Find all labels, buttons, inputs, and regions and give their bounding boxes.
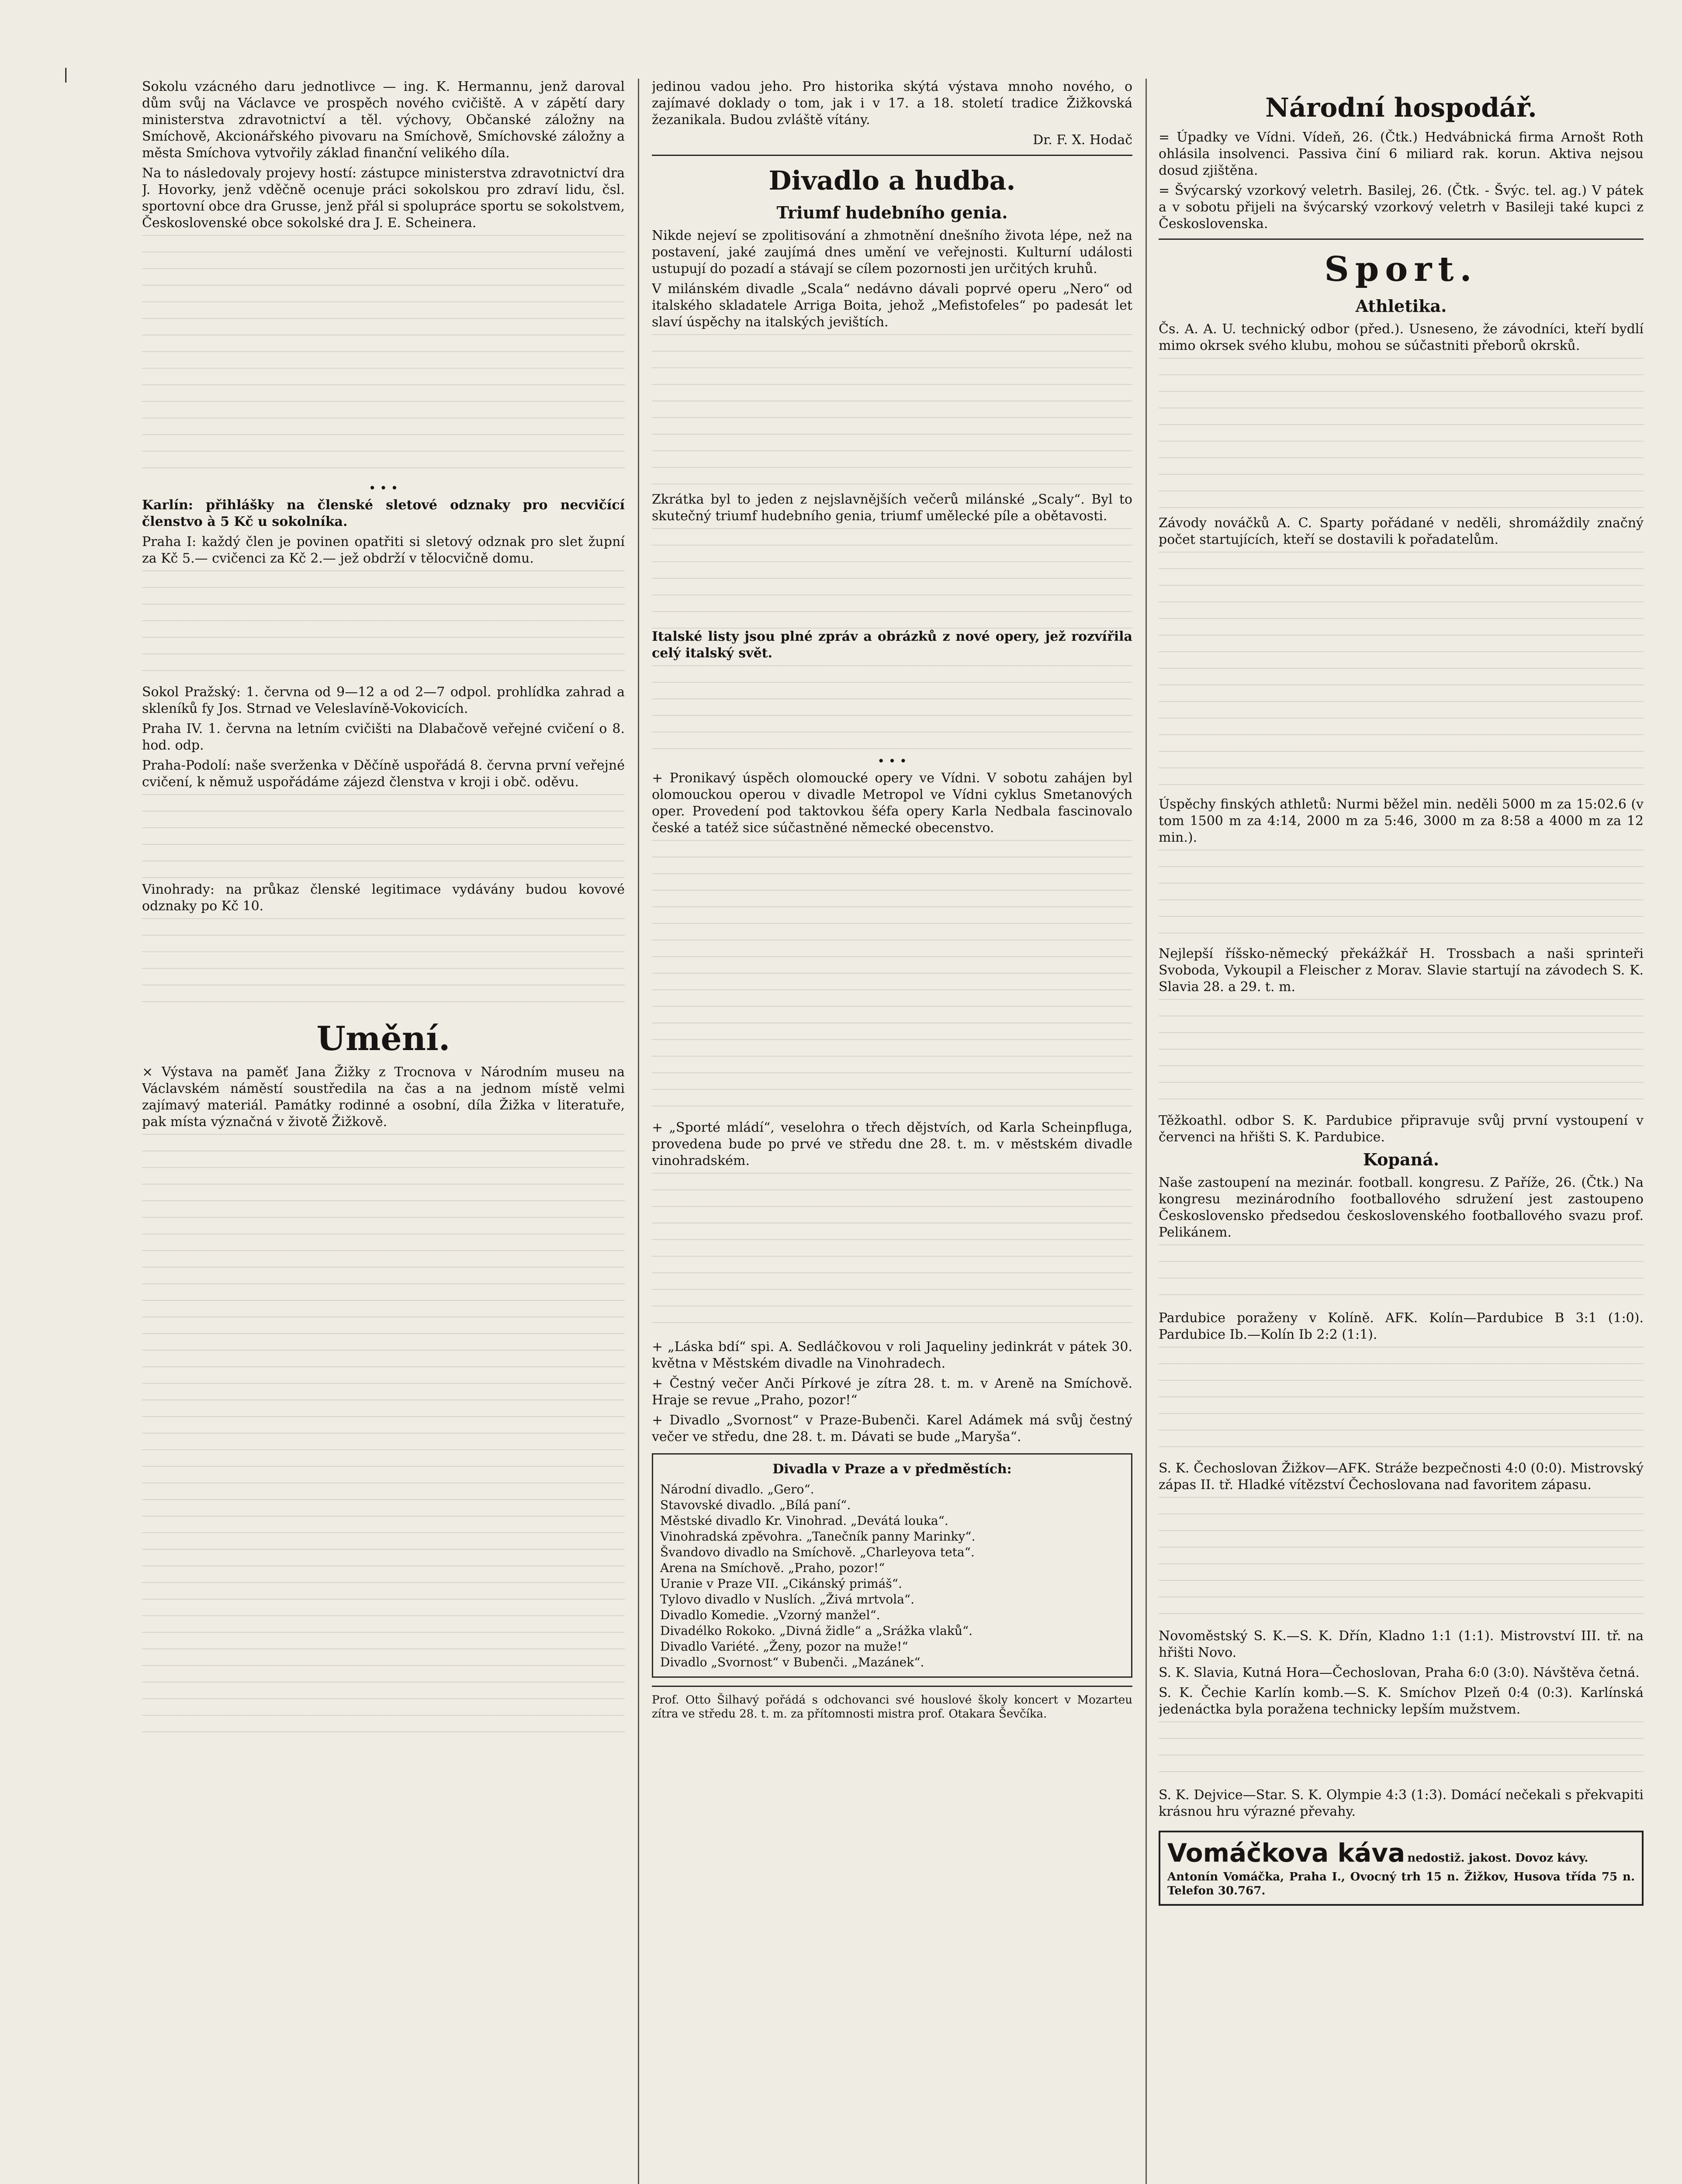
text-block <box>142 794 625 881</box>
program-item: Divadlo Variété. „Ženy, pozor na muže!“ <box>660 1639 908 1654</box>
news-item-kopana: S. K. Čechie Karlín komb.—S. K. Smíchov Plzeň 0:4 (0:3). Karlínská jedenáctka byla poražena technicky lepším mužstvem. <box>1159 1685 1644 1717</box>
section-heading-sport: Sport. <box>1324 249 1478 289</box>
concert-notice: Prof. Otto Šilhavý pořádá s odchovanci své houslové školy koncert v Mozarteu zítra ve středu 28. t. m. za přítomnosti mistra prof. Otakara Ševčíka. <box>652 1693 1132 1721</box>
notice-vinohrady: Vinohrady: na průkaz členské legitimace vydávány budou kovové odznaky po Kč 10. <box>142 882 625 914</box>
news-item-kopana: Pardubice poraženy v Kolíně. AFK. Kolín—Pardubice B 3:1 (1:0). Pardubice Ib.—Kolín Ib 2:2 (1:1). <box>1159 1310 1644 1342</box>
article-paragraph: Italské listy jsou plné zpráv a obrázků z nové opery, jež rozvířila celý italský svět. <box>652 629 1132 661</box>
article-heading: Triumf hudebního genia. <box>776 203 1008 222</box>
news-item-cestny-vecer: + Čestný večer Anči Pírkové je zítra 28. t. m. v Areně na Smíchově. Hraje se revue „Praho, pozor!“ <box>652 1376 1132 1408</box>
divider: • • • <box>877 754 907 768</box>
notice-praha4: Praha IV. 1. června na letním cvičišti na Dlabačově veřejné cvičení o 8. hod. odp. <box>142 721 625 753</box>
subheading-athletika: Athletika. <box>1355 296 1447 316</box>
notice-podoli: Praha-Podolí: naše sverženka v Děčíně uspořádá 8. června první veřejné cvičení, k němuž uspořádáme zájezd členstva v kroji i obč. oděvu. <box>142 758 625 790</box>
news-item-kopana: Novoměstský S. K.—S. K. Dřín, Kladno 1:1 (1:1). Mistrovství III. tř. na hřišti Novo. <box>1159 1628 1644 1660</box>
news-item-nejlepsi: Nejlepší říšsko-německý překážkář H. Trossbach a naši sprinteři Svoboda, Vykoupil a Fleischer z Morav. Slavie startují na závodech S. K. Slavia 28. a 29. t. m. <box>1159 946 1644 995</box>
rule <box>1159 238 1644 240</box>
column-rule <box>638 79 639 2184</box>
news-item-aau: Čs. A. A. U. technický odbor (před.). Usneseno, že závodníci, kteří bydlí mimo okrsek svého klubu, mohou se súčastniti přeborů okrsků. <box>1159 321 1644 353</box>
news-item-pronikavy: + Pronikavý úspěch olomoucké opery ve Vídni. V sobotu zahájen byl olomouckou operou v divadle Metropol ve Vídni cyklus Smetanových oper. Provedení pod taktovkou šéfa opery Karla Nedbala fascinovalo české a tatéž sice súčastněné německé obecenstvo. <box>652 771 1132 836</box>
notice-karlin: Karlín: přihlášky na členské sletové odznaky pro necvičící členstvo à 5 Kč u sokolníka. <box>142 498 625 529</box>
news-item-finsti: Úspěchy finských athletů: Nurmi běžel min. neděli 5000 m za 15:02.6 (v tom 1500 m za 4:14, 2000 m za 5:46, 3000 m za 8:58 a 4000 m za 12 min.). <box>1159 797 1644 845</box>
rule <box>652 1686 1132 1687</box>
article-paragraph: Sokolu vzácného daru jednotlivce — ing. K. Hermannu, jenž daroval dům svůj na Václavce ve prospěch nového cvičiště. A v zápětí dary ministerstva zdravotnictví a těl. výchovy, Občanské záložny na Smíchově, Akcionářského pivovaru na Smíchově, Smíchovské záložny a města Smíchova vytvořily základ finanční velikého díla. <box>142 79 625 161</box>
text-block <box>1159 552 1644 796</box>
column-3 <box>1159 79 1644 2184</box>
divider: • • • <box>368 481 398 495</box>
program-item: Tylovo divadlo v Nuslích. „Živá mrtvola“. <box>660 1592 915 1607</box>
text-block <box>652 528 1132 629</box>
text-block <box>1159 1244 1644 1310</box>
program-item: Divadélko Rokoko. „Divná židle“ a „Srážka vlaků“. <box>660 1624 973 1638</box>
article-paragraph: Na to následovaly projevy hostí: zástupce ministerstva zdravotnictví dra J. Hovorky, jenž vděčně ocenuje práci sokolskou pro zdraví lidu, čsl. sportovní obce dra Grusse, jenž přál si spolupráce sportu se sokolstvem, Československé obce sokolské dra J. E. Scheinera. <box>142 166 625 231</box>
notice-praha1: Praha I: každý člen je povinen opatřiti si sletový odznak pro slet župní za Kč 5.— cvičenci za Kč 2.— jež obdrží v tělocvičně domu. <box>142 534 625 566</box>
article-paragraph: Zkrátka byl to jeden z nejslavnějších večerů milánské „Scaly“. Byl to skutečný triumf hudebního genia, triumf umělecké píle a obětavosti. <box>652 492 1132 524</box>
notice-sokol-prazsky: Sokol Pražský: 1. června od 9—12 a od 2—7 odpol. prohlídka zahrad a skleníků fy Jos. Strnad ve Veleslavíně-Vokovicích. <box>142 684 625 716</box>
news-item-tezkoathl: Těžkoathl. odbor S. K. Pardubice připravuje svůj první vystoupení v červenci na hřišti S. K. Pardubice. <box>1159 1113 1644 1145</box>
text-block <box>652 665 1132 753</box>
program-item: Městské divadlo Kr. Vinohrad. „Devátá louka“. <box>660 1514 948 1528</box>
text-block <box>1159 999 1644 1113</box>
text-block <box>142 235 625 480</box>
section-heading-hospodar: Národní hospodář. <box>1265 93 1537 123</box>
text-block <box>1159 850 1644 946</box>
ad-address: Antonín Vomáčka, Praha I., Ovocný trh 15 n. Žižkov, Husova třída 75 n. Telefon 30.767. <box>1167 1870 1635 1897</box>
text-block <box>1159 358 1644 515</box>
program-item: Vinohradská zpěvohra. „Tanečník panny Marinky“. <box>660 1529 976 1544</box>
news-item-zavody: Závody nováčků A. C. Sparty pořádané v neděli, shromáždily značný počet startujících, kteří se dostavili k pořadatelům. <box>1159 515 1644 547</box>
theatre-program-box <box>652 1453 1132 1678</box>
program-item: Národní divadlo. „Gero“. <box>660 1482 814 1496</box>
program-item: Uranie v Praze VII. „Cikánský primáš“. <box>660 1576 902 1591</box>
news-item-kopana: S. K. Slavia, Kutná Hora—Čechoslovan, Praha 6:0 (3:0). Návštěva četná. <box>1159 1665 1640 1680</box>
news-item-svornost: + Divadlo „Svornost“ v Praze-Bubenči. Karel Adámek má svůj čestný večer ve středu, dne 28. t. m. Dávati se bude „Maryša“. <box>652 1413 1132 1444</box>
program-item: Arena na Smíchově. „Praho, pozor!“ <box>660 1561 885 1575</box>
article-paragraph: jedinou vadou jeho. Pro historika skýtá výstava mnoho nového, o zajímavé doklady o tom, jak i v 17. a 18. století tradice Žižkovská žezanikala. Budou zvláště vítány. <box>652 79 1132 128</box>
section-heading-divadlo: Divadlo a hudba. <box>768 166 1016 196</box>
theatre-program-title: Divadla v Praze a v předměstích: <box>772 1462 1012 1477</box>
text-block <box>142 918 625 1010</box>
advertisement-vomacka <box>1159 1831 1644 1906</box>
page-edge-mark: | <box>63 66 69 83</box>
program-item: Divadlo Komedie. „Vzorný manžel“. <box>660 1608 880 1622</box>
text-block <box>652 1173 1132 1339</box>
author-signature: Dr. F. X. Hodač <box>1033 132 1132 148</box>
news-item-sporte-mladi: + „Sporté mládí“, veselohra o třech dějstvích, od Karla Scheinpfluga, provedena bude po prvé ve středu dne 28. t. m. v městském divadle vinohradském. <box>652 1120 1132 1168</box>
program-item: Divadlo „Svornost“ v Bubenči. „Mazánek“. <box>660 1655 924 1669</box>
subheading-kopana: Kopaná. <box>1363 1150 1440 1169</box>
program-item: Švandovo divadlo na Smíchově. „Charleyova teta“. <box>660 1545 975 1559</box>
program-item: Stavovské divadlo. „Bílá paní“. <box>660 1498 851 1512</box>
text-block <box>142 570 625 684</box>
column-rule <box>1146 79 1147 2184</box>
news-item-upadky: = Úpadky ve Vídni. Vídeň, 26. (Čtk.) Hedvábnická firma Arnošt Roth ohlásila insolvenci. Passiva činí 6 miliard rak. korun. Aktiva nejsou dosud zjištěna. <box>1159 130 1644 178</box>
text-block <box>142 1134 625 1745</box>
column-2 <box>652 79 1132 2184</box>
column-1 <box>142 79 625 2184</box>
news-item-kopana: Naše zastoupení na mezinár. football. kongresu. Z Paříže, 26. (Čtk.) Na kongresu mezinárodního footballového sdružení jest zastoupeno Československo předsedou československého footballového svazu prof. Pelikánem. <box>1159 1175 1644 1240</box>
news-item-kopana: S. K. Čechoslovan Žižkov—AFK. Stráže bezpečnosti 4:0 (0:0). Mistrovský zápas II. tř. Hladké vítězství Čechoslovana nad favoritem zápasu. <box>1159 1461 1644 1493</box>
ad-claim: nedostiž. jakost. Dovoz kávy. <box>1407 1852 1589 1865</box>
section-heading-umeni: Umění. <box>316 1019 450 1058</box>
article-paragraph: Nikde nejeví se zpolitisování a zhmotnění dnešního života lépe, než na postavení, jaké zaujímá dnes umění ve veřejnosti. Kulturní události ustupují do pozadí a stávají se cílem pozornosti jen určitých kruhů. <box>652 228 1132 276</box>
text-block <box>652 840 1132 1120</box>
text-block <box>1159 1347 1644 1460</box>
text-block <box>1159 1721 1644 1787</box>
rule <box>652 155 1132 156</box>
news-item-veletrh: = Švýcarský vzorkový veletrh. Basilej, 26. (Čtk. - Švýc. tel. ag.) V pátek a v sobotu přijeli na švýcarský vzorkový veletrh v Basileji také kupci z Československa. <box>1159 183 1644 232</box>
text-block <box>652 334 1132 491</box>
text-block <box>1159 1497 1644 1628</box>
article-paragraph: V milánském divadle „Scala“ nedávno dávali poprvé operu „Nero“ od italského skladatele Arriga Boita, jehož „Mefistofeles“ po padesát let slaví úspěchy na italských jevištích. <box>652 281 1132 330</box>
article-paragraph: × Výstava na paměť Jana Žižky z Trocnova v Národním museu na Václavském náměstí soustředila na čas a na jednom místě velmi zajímavý materiál. Památky rodinné a osobní, díla Žižka v literatuře, pak místa význačná v životě Žižkově. <box>142 1064 625 1130</box>
ad-brand: Vomáčkova káva <box>1167 1838 1405 1868</box>
news-item-kopana: S. K. Dejvice—Star. S. K. Olympie 4:3 (1:3). Domácí nečekali s překvapiti krásnou hru výrazné převahy. <box>1159 1787 1644 1819</box>
news-item-laska-bdi: + „Láska bdí“ spi. A. Sedláčkovou v roli Jaqueliny jedinkrát v pátek 30. května v Městském divadle na Vinohradech. <box>652 1339 1132 1371</box>
